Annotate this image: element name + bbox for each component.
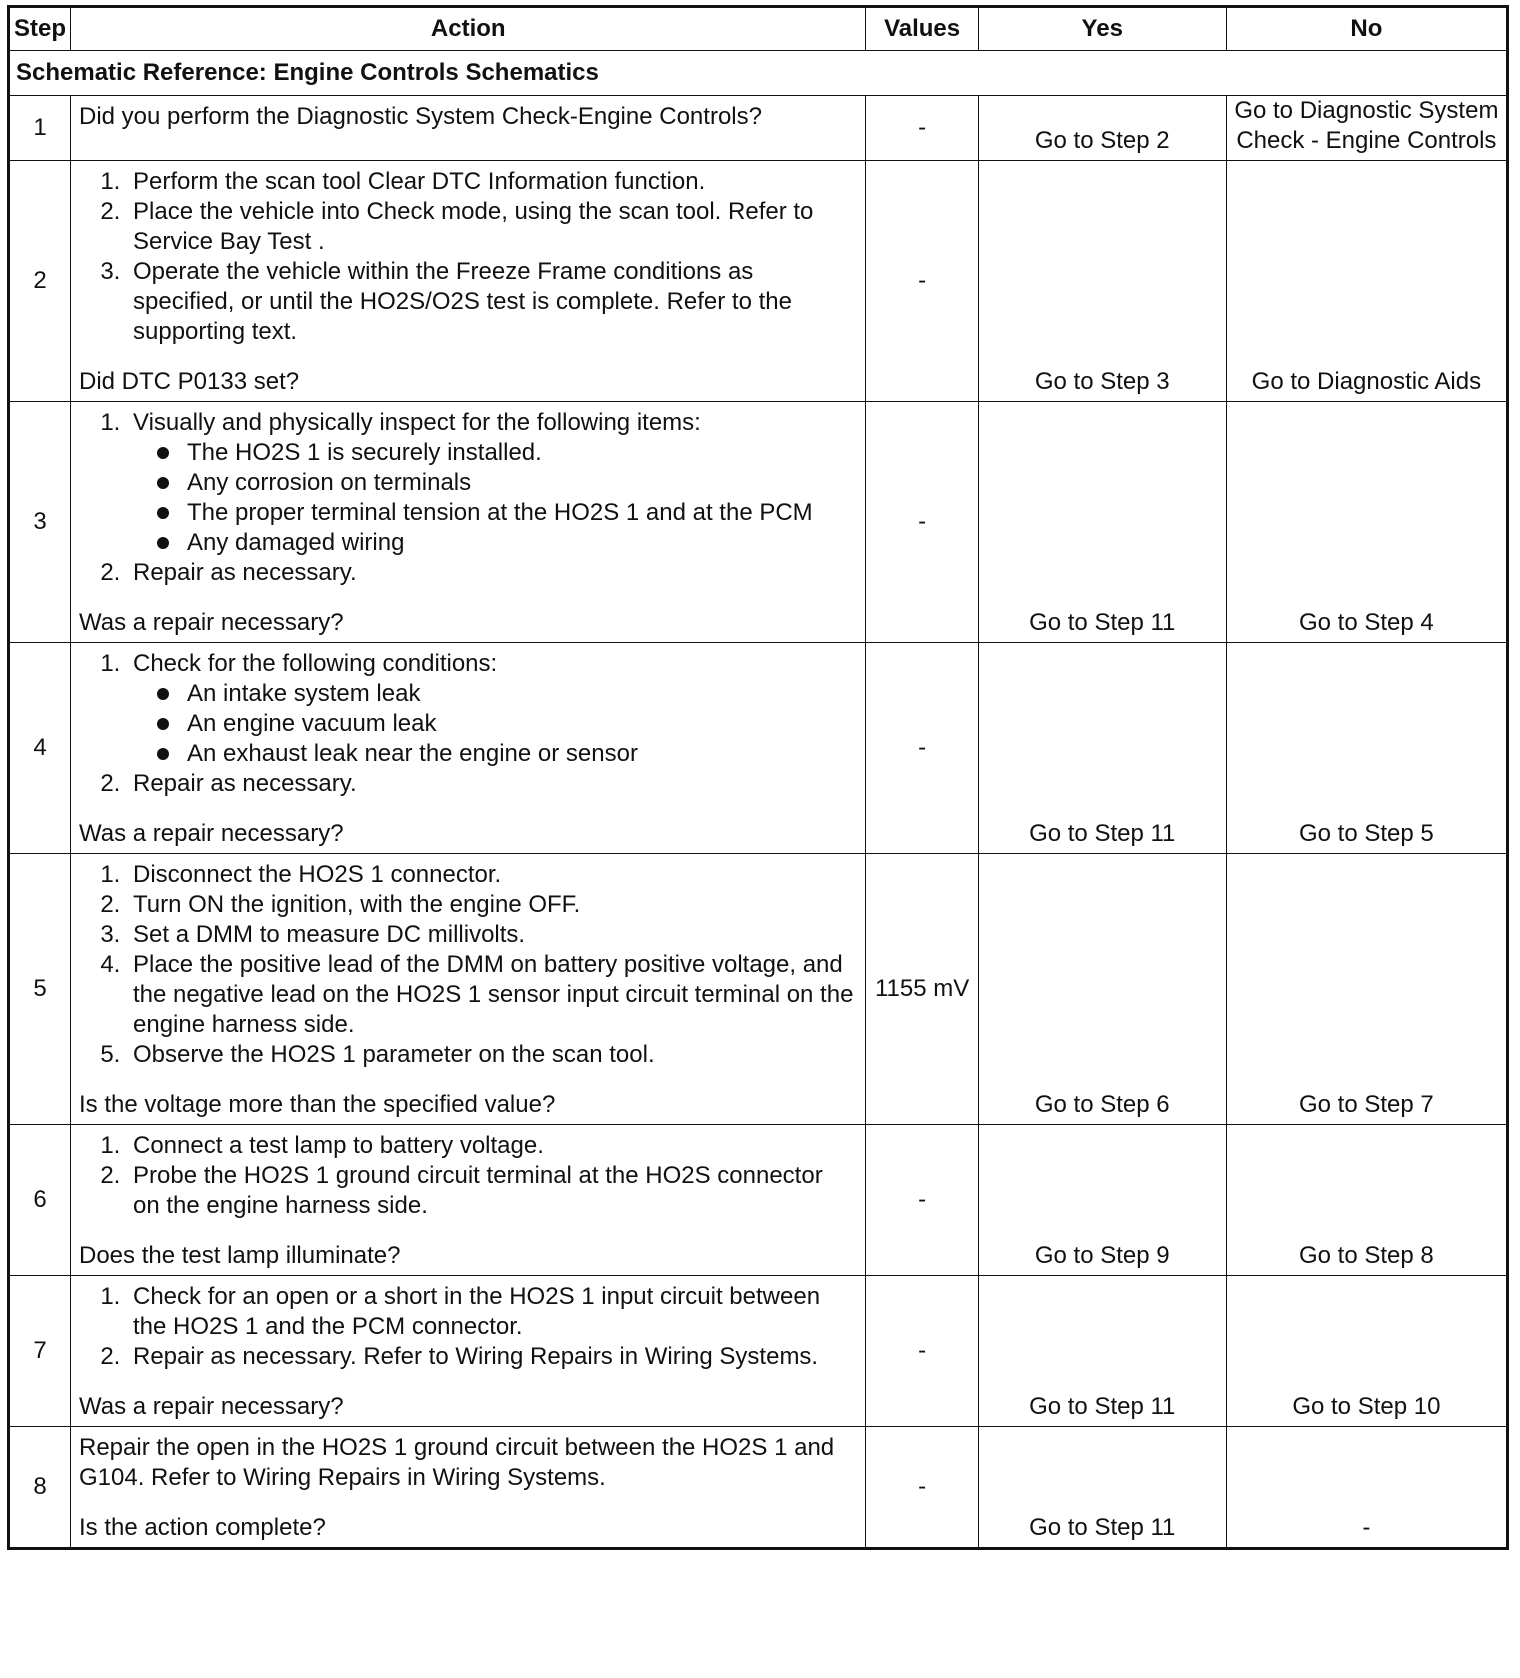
action-step-item (127, 649, 853, 769)
action-bullet-item: An exhaust leak near the engine or sensor (183, 739, 853, 769)
yes-cell: Go to Step 11 (978, 1427, 1226, 1549)
step-row-2 (9, 161, 1508, 402)
action-step-item (127, 950, 853, 1040)
action-step-text: Place the vehicle into Check mode, using the scan tool. Refer to Service Bay Test . (133, 198, 814, 255)
header-row (9, 7, 1508, 51)
action-question: Is the action complete? (79, 1514, 326, 1541)
action-step-item (127, 920, 853, 950)
step-row-7 (9, 1276, 1508, 1427)
action-step-list (79, 1131, 853, 1221)
step-number: 3 (9, 402, 71, 643)
value-cell: - (866, 1125, 978, 1276)
action-step-item (127, 408, 853, 558)
action-bullet-item: Any damaged wiring (183, 528, 853, 558)
action-cell (71, 1125, 866, 1276)
no-cell: Go to Step 5 (1226, 643, 1507, 854)
step-row-3 (9, 402, 1508, 643)
action-cell (71, 1276, 866, 1427)
step-number: 2 (9, 161, 71, 402)
no-cell: Go to Diagnostic System Check - Engine Controls (1226, 96, 1507, 161)
action-step-text: Check for an open or a short in the HO2S 1 input circuit between the HO2S 1 and the PCM connector. (133, 1283, 821, 1340)
yes-cell: Go to Step 11 (978, 402, 1226, 643)
value-cell: - (866, 643, 978, 854)
action-cell (71, 402, 866, 643)
action-step-text: Visually and physically inspect for the following items: (133, 409, 701, 436)
action-step-item (127, 558, 853, 588)
step-number: 6 (9, 1125, 71, 1276)
action-question: Is the voltage more than the specified value? (79, 1091, 556, 1118)
action-step-text: Check for the following conditions: (133, 650, 498, 677)
action-cell (71, 161, 866, 402)
action-question: Does the test lamp illuminate? (79, 1242, 401, 1269)
value-cell: - (866, 96, 978, 161)
action-cell (71, 643, 866, 854)
action-question: Did DTC P0133 set? (79, 368, 300, 395)
action-step-list (79, 649, 853, 799)
action-step-list (79, 167, 853, 347)
action-step-text: Disconnect the HO2S 1 connector. (133, 861, 502, 888)
schematic-reference: Schematic Reference: Engine Controls Schematics (9, 51, 1508, 96)
step-row-1 (9, 96, 1508, 161)
action-step-list (79, 408, 853, 588)
action-bullet-item: The proper terminal tension at the HO2S 1 and at the PCM (183, 498, 853, 528)
value-cell: - (866, 1276, 978, 1427)
action-bullet-list (133, 679, 853, 769)
no-cell: Go to Step 10 (1226, 1276, 1507, 1427)
yes-cell: Go to Step 3 (978, 161, 1226, 402)
no-cell: Go to Diagnostic Aids (1226, 161, 1507, 402)
yes-cell: Go to Step 9 (978, 1125, 1226, 1276)
action-step-text: Connect a test lamp to battery voltage. (133, 1132, 544, 1159)
step-number: 7 (9, 1276, 71, 1427)
action-step-item (127, 197, 853, 257)
value-cell: - (866, 402, 978, 643)
action-bullet-item: The HO2S 1 is securely installed. (183, 438, 853, 468)
action-step-text: Turn ON the ignition, with the engine OFF. (133, 891, 581, 918)
action-step-item (127, 860, 853, 890)
action-step-list (79, 1282, 853, 1372)
action-step-item (127, 1282, 853, 1342)
step-number: 1 (9, 96, 71, 161)
action-step-item (127, 1040, 853, 1070)
action-bullet-item: Any corrosion on terminals (183, 468, 853, 498)
action-step-text: Repair as necessary. Refer to Wiring Repairs in Wiring Systems. (133, 1343, 819, 1370)
yes-cell: Go to Step 6 (978, 854, 1226, 1125)
step-row-6 (9, 1125, 1508, 1276)
action-question: Was a repair necessary? (79, 1393, 344, 1420)
action-step-text: Perform the scan tool Clear DTC Information function. (133, 168, 706, 195)
schematic-reference-row (9, 51, 1508, 96)
action-cell (71, 1427, 866, 1549)
step-row-4 (9, 643, 1508, 854)
value-cell: - (866, 1427, 978, 1549)
action-step-text: Repair as necessary. (133, 770, 357, 797)
action-cell (71, 854, 866, 1125)
action-bullet-item: An engine vacuum leak (183, 709, 853, 739)
action-step-list (79, 860, 853, 1070)
action-step-text: Place the positive lead of the DMM on battery positive voltage, and the negative lead on the HO2S 1 sensor input circuit terminal on the engine harness side. (133, 951, 854, 1038)
step-number: 5 (9, 854, 71, 1125)
yes-cell: Go to Step 11 (978, 643, 1226, 854)
header-values: Values (866, 7, 978, 51)
action-step-item (127, 257, 853, 347)
no-cell: Go to Step 8 (1226, 1125, 1507, 1276)
step-number: 8 (9, 1427, 71, 1549)
step-row-8 (9, 1427, 1508, 1549)
yes-cell: Go to Step 11 (978, 1276, 1226, 1427)
action-step-text: Set a DMM to measure DC millivolts. (133, 921, 526, 948)
no-cell: Go to Step 4 (1226, 402, 1507, 643)
header-no: No (1226, 7, 1507, 51)
action-bullet-list (133, 438, 853, 558)
yes-cell: Go to Step 2 (978, 96, 1226, 161)
header-yes: Yes (978, 7, 1226, 51)
no-cell: - (1226, 1427, 1507, 1549)
action-step-item (127, 890, 853, 920)
step-row-5 (9, 854, 1508, 1125)
header-action: Action (71, 7, 866, 51)
diagnostic-table-wrapper (7, 5, 1509, 1550)
step-number: 4 (9, 643, 71, 854)
action-cell (71, 96, 866, 161)
action-step-text: Observe the HO2S 1 parameter on the scan tool. (133, 1041, 655, 1068)
action-step-item (127, 769, 853, 799)
action-text: Did you perform the Diagnostic System Check-Engine Controls? (79, 103, 762, 130)
diagnostic-table (7, 5, 1509, 1550)
action-step-item (127, 1161, 853, 1221)
action-question: Was a repair necessary? (79, 820, 344, 847)
action-bullet-item: An intake system leak (183, 679, 853, 709)
no-cell: Go to Step 7 (1226, 854, 1507, 1125)
action-text: Repair the open in the HO2S 1 ground circuit between the HO2S 1 and G104. Refer to Wiring Repairs in Wiring Systems. (79, 1434, 835, 1491)
action-question: Was a repair necessary? (79, 609, 344, 636)
value-cell: - (866, 161, 978, 402)
action-step-text: Probe the HO2S 1 ground circuit terminal at the HO2S connector on the engine harness side. (133, 1162, 823, 1219)
action-step-item (127, 167, 853, 197)
header-step: Step (9, 7, 71, 51)
action-step-text: Repair as necessary. (133, 559, 357, 586)
action-step-item (127, 1131, 853, 1161)
value-cell: 1155 mV (866, 854, 978, 1125)
action-step-item (127, 1342, 853, 1372)
action-step-text: Operate the vehicle within the Freeze Frame conditions as specified, or until the HO2S/O2S test is complete. Refer to the supporting text. (133, 258, 792, 345)
